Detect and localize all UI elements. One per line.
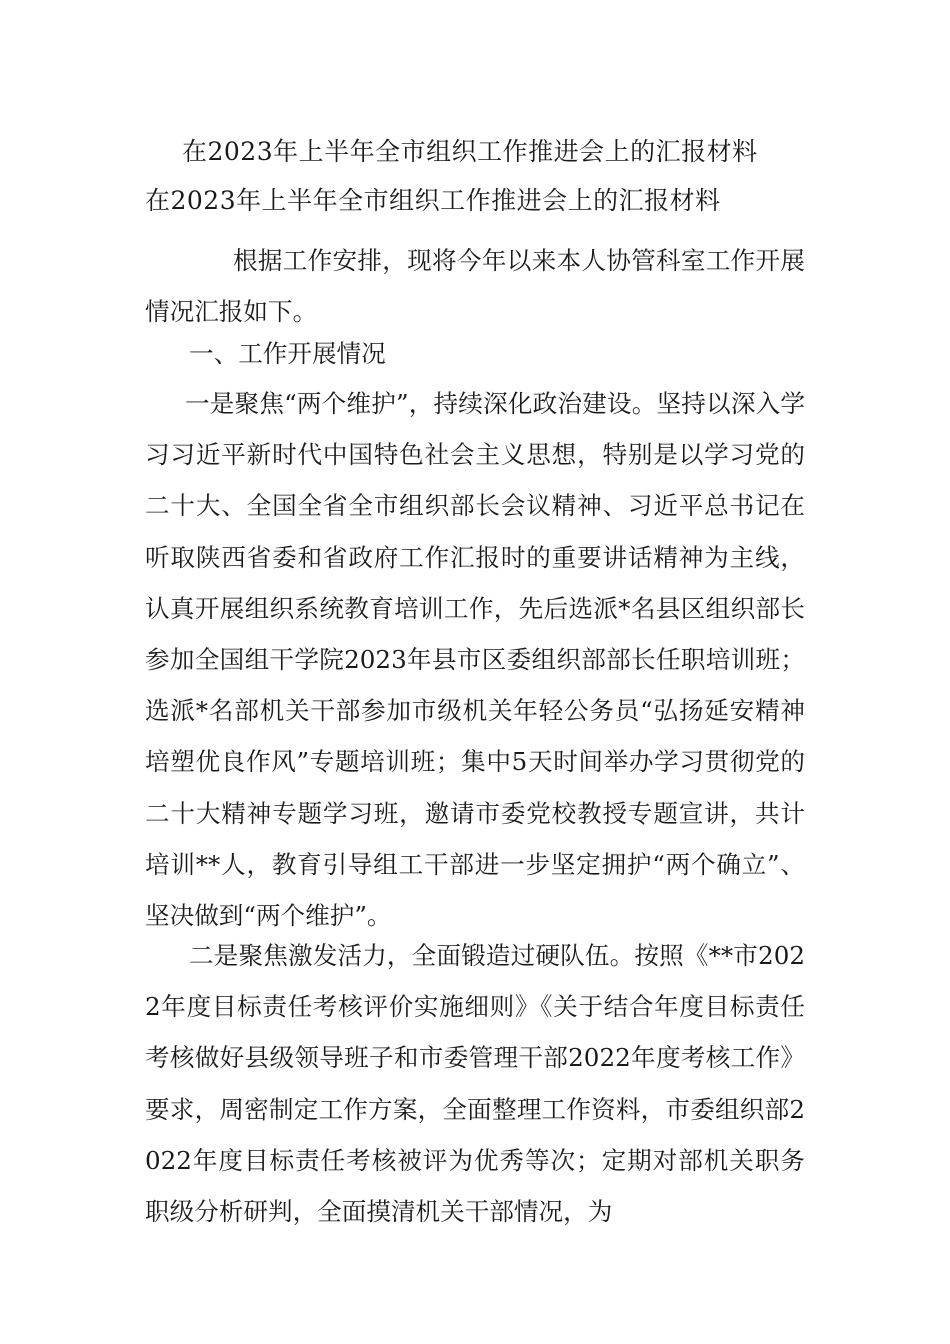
paragraph-two: 二是聚焦激发活力，全面锻造过硬队伍。按照《**市2022年度目标责任考核评价实施细则》《关于结合年度目标责任考核做好县级领导班子和市委管理干部2022年度考核工作》要求，周密制定工作方案，全面整理工作资料，市委组织部2022年度目标责任考核被评为优秀等次；定期对部机关职务职级分析研判，全面摸清机关干部情况，为 xyxy=(145,941,805,1227)
section-heading: 一、工作开展情况 xyxy=(189,339,386,368)
paragraph-one: 一是聚焦“两个维护”，持续深化政治建设。坚持以深入学习习近平新时代中国特色社会主义思想，特别是以学习党的二十大、全国全省全市组织部长会议精神、习近平总书记在听取陕西省委和省政府工作汇报时的重要讲话精神为主线，认真开展组织系统教育培训工作，先后选派*名县区组织部长参加全国组干学院2023年县市区委组织部部长任职培训班；选派*名部机关干部参加市级机关年轻公务员“弘扬延安精神培塑优良作风”专题培训班；集中5天时间举办学习贯彻党的二十大精神专题学习班，邀请市委党校教授专题宣讲，共计培训**人，教育引导组工干部进一步坚定拥护“两个确立”、坚决做到“两个维护”。 xyxy=(145,389,805,931)
intro-paragraph: 根据工作安排，现将今年以来本人协管科室工作开展情况汇报如下。 xyxy=(145,246,805,327)
document-title: 在2023年上半年全市组织工作推进会上的汇报材料 xyxy=(182,137,758,166)
document-title-repeat: 在2023年上半年全市组织工作推进会上的汇报材料 xyxy=(145,186,721,215)
